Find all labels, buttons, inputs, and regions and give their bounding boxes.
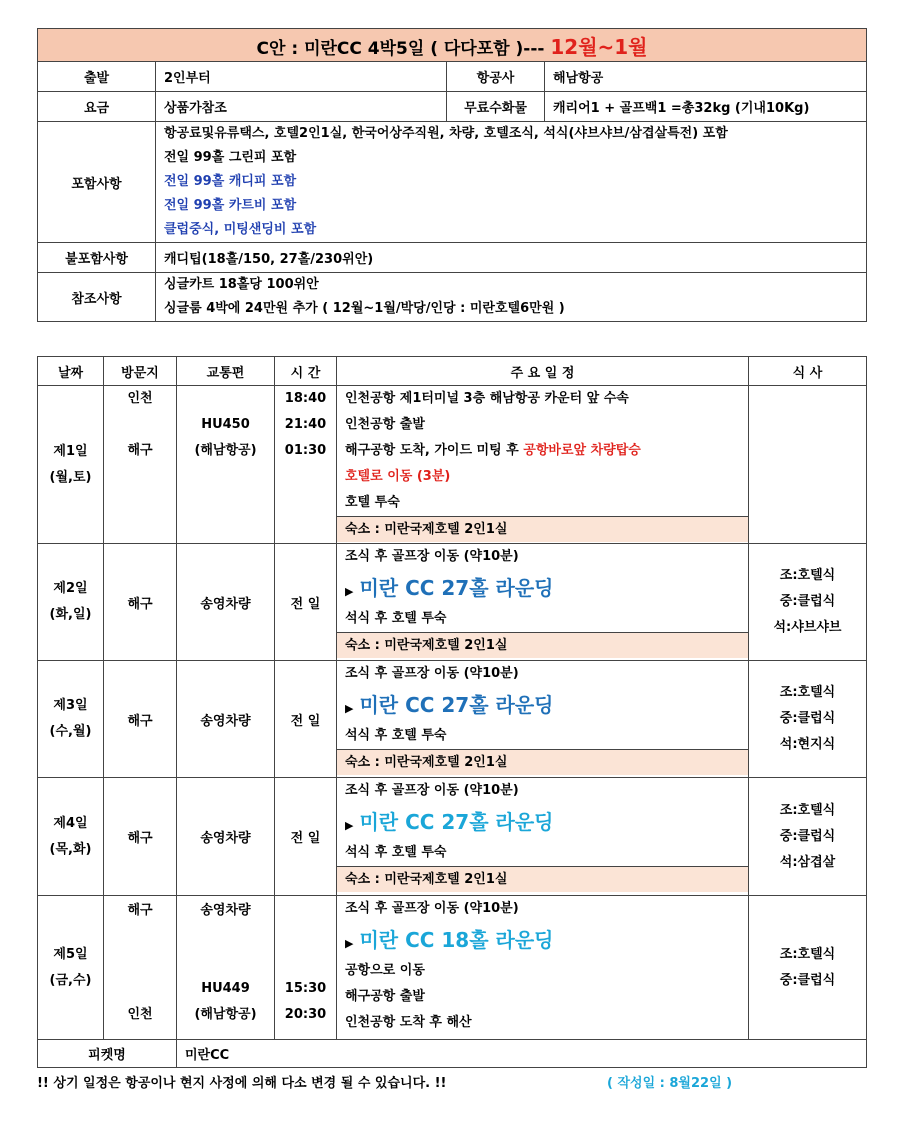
footer-note: !! 상기 일정은 항공이나 현지 사정에 의해 다소 변경 될 수 있습니다. !!	[37, 1076, 447, 1091]
play-arrow-icon: ▶	[345, 702, 354, 715]
lodging: 숙소 : 미란국제호텔 2인1실	[337, 866, 749, 892]
departure-label: 출발	[38, 62, 156, 92]
day-row	[38, 896, 867, 1040]
included-item: 전일 99홀 그린피 포함	[164, 150, 297, 165]
title-main: C안 : 미란CC 4박5일 ( 다다포함 )---	[256, 38, 551, 59]
page-title	[38, 29, 867, 62]
place-cell	[104, 896, 177, 1040]
reference-label: 참조사항	[38, 273, 156, 322]
round-text: 미란 CC 18홀 라운딩	[359, 928, 554, 952]
meal: 중:클럽식	[779, 972, 836, 988]
baggage-label: 무료수화물	[447, 92, 545, 122]
time: 전 일	[275, 778, 337, 896]
place: 인천	[127, 1007, 153, 1022]
time: 전 일	[275, 661, 337, 778]
round-text: 미란 CC 27홀 라운딩	[359, 576, 554, 600]
header-time: 시 간	[275, 357, 337, 386]
schedule-cell	[337, 778, 749, 896]
transport-cell	[177, 386, 275, 544]
excluded-label: 불포함사항	[38, 243, 156, 273]
schedule-cell	[337, 661, 749, 778]
transport: 송영차량	[177, 661, 275, 778]
time-cell	[275, 386, 337, 544]
meal: 조:호텔식	[779, 568, 836, 583]
time: 20:30	[284, 1007, 327, 1022]
schedule-highlight: 공항바로앞 차량탑승	[523, 443, 641, 458]
header-schedule: 주 요 일 정	[337, 357, 749, 386]
day-number: 제4일	[53, 815, 88, 831]
title-season: 12월~1월	[550, 34, 648, 59]
day-cell	[38, 386, 104, 544]
schedule-line: 석식 후 호텔 투숙	[345, 728, 447, 743]
schedule-line: 호텔 투숙	[345, 495, 400, 510]
place: 인천	[127, 391, 153, 406]
time: 15:30	[284, 981, 327, 996]
meal-cell	[749, 661, 867, 778]
day-row	[38, 386, 867, 544]
schedule-line: 해구공항 출발	[345, 989, 425, 1004]
lodging: 숙소 : 미란국제호텔 2인1실	[337, 516, 749, 542]
header-date: 날짜	[38, 357, 104, 386]
flight-number: HU449	[201, 981, 250, 996]
picket-row	[38, 1040, 867, 1068]
round-line	[337, 570, 748, 606]
reference-list	[156, 273, 867, 322]
airline: (해남항공)	[194, 1007, 257, 1022]
place: 해구	[104, 778, 177, 896]
airline-value: 해남항공	[545, 62, 867, 92]
reference-item: 싱글룸 4박에 24만원 추가 ( 12월~1월/박당/인당 : 미란호텔6만원 )	[164, 301, 565, 316]
play-arrow-icon: ▶	[345, 585, 354, 598]
day-cell	[38, 544, 104, 661]
fare-label: 요금	[38, 92, 156, 122]
place: 해구	[127, 443, 153, 458]
time: 18:40	[284, 391, 327, 406]
meal-cell	[749, 386, 867, 544]
meal: 조:호텔식	[779, 946, 836, 962]
day-weekday: (수,월)	[49, 724, 92, 739]
day-number: 제1일	[53, 443, 88, 459]
meal: 중:클럽식	[779, 828, 836, 844]
schedule-line: 인천공항 출발	[345, 417, 425, 432]
play-arrow-icon: ▶	[345, 819, 354, 832]
meal: 석:삼겹살	[779, 854, 836, 870]
created-date: ( 작성일 : 8월22일 )	[607, 1076, 733, 1091]
round-line	[337, 687, 748, 723]
schedule-line: 조식 후 골프장 이동 (약10분)	[345, 901, 519, 916]
schedule-cell	[337, 896, 749, 1040]
meal: 석:샤브샤브	[773, 620, 842, 635]
schedule-text: 해구공항 도착, 가이드 미팅 후	[345, 443, 524, 458]
day-row	[38, 544, 867, 661]
round-text: 미란 CC 27홀 라운딩	[359, 693, 554, 717]
included-label: 포함사항	[38, 122, 156, 243]
meal: 조:호텔식	[779, 802, 836, 818]
schedule-line: 공항으로 이동	[345, 963, 425, 978]
place-cell	[104, 386, 177, 544]
airline: (해남항공)	[194, 443, 257, 458]
schedule-line: 석식 후 호텔 투숙	[345, 845, 447, 860]
time: 전 일	[275, 544, 337, 661]
meal-cell	[749, 544, 867, 661]
schedule-line: 인천공항 도착 후 해산	[345, 1015, 472, 1030]
meal: 석:현지식	[779, 737, 836, 752]
fare-value: 상품가참조	[156, 92, 447, 122]
meal: 중:클럽식	[779, 594, 836, 609]
itinerary-table	[37, 356, 867, 1068]
day-number: 제5일	[53, 946, 88, 962]
departure-value: 2인부터	[156, 62, 447, 92]
time-cell	[275, 896, 337, 1040]
round-line	[337, 922, 748, 958]
day-cell	[38, 661, 104, 778]
time: 21:40	[284, 417, 327, 432]
included-item: 클럽중식, 미팅샌딩비 포함	[164, 222, 317, 237]
day-cell	[38, 778, 104, 896]
excluded-value: 캐디팁(18홀/150, 27홀/230위안)	[156, 243, 867, 273]
schedule-line: 인천공항 제1터미널 3층 해남항공 카운터 앞 수속	[345, 391, 629, 406]
flight-number: HU450	[201, 417, 250, 432]
transport-cell	[177, 896, 275, 1040]
included-item: 전일 99홀 캐디피 포함	[164, 174, 297, 189]
header-transport: 교통편	[177, 357, 275, 386]
header-meals: 식 사	[749, 357, 867, 386]
place: 해구	[127, 903, 153, 918]
header-place: 방문지	[104, 357, 177, 386]
play-arrow-icon: ▶	[345, 937, 354, 950]
day-weekday: (금,수)	[49, 972, 92, 988]
included-item: 항공료및유류택스, 호텔2인1실, 한국어상주직원, 차량, 호텔조식, 석식(샤브샤브/삼겹살특전) 포함	[164, 126, 728, 141]
meal-cell	[749, 896, 867, 1040]
schedule-line: 조식 후 골프장 이동 (약10분)	[345, 549, 519, 564]
transport: 송영차량	[177, 544, 275, 661]
schedule-cell	[337, 386, 749, 544]
transport: 송영차량	[177, 778, 275, 896]
schedule-line: 호텔로 이동 (3분)	[345, 469, 451, 484]
day-row	[38, 778, 867, 896]
summary-table	[37, 28, 867, 322]
transport: 송영차량	[200, 903, 251, 918]
time: 01:30	[284, 443, 327, 458]
lodging: 숙소 : 미란국제호텔 2인1실	[337, 749, 749, 775]
schedule-line: 조식 후 골프장 이동 (약10분)	[345, 783, 519, 798]
schedule-line: 조식 후 골프장 이동 (약10분)	[345, 666, 519, 681]
included-item: 전일 99홀 카트비 포함	[164, 198, 297, 213]
day-number: 제2일	[53, 581, 88, 596]
day-weekday: (목,화)	[49, 841, 92, 857]
day-weekday: (화,일)	[49, 607, 92, 622]
baggage-value: 캐리어1 + 골프백1 =총32kg (기내10Kg)	[545, 92, 867, 122]
picket-value: 미란CC	[177, 1040, 867, 1068]
meal: 중:클럽식	[779, 711, 836, 726]
day-row	[38, 661, 867, 778]
round-line	[337, 804, 748, 840]
day-number: 제3일	[53, 698, 88, 713]
place: 해구	[104, 661, 177, 778]
schedule-cell	[337, 544, 749, 661]
lodging: 숙소 : 미란국제호텔 2인1실	[337, 632, 749, 658]
reference-item: 싱글카트 18홀당 100위안	[164, 277, 319, 292]
picket-label: 피켓명	[38, 1040, 177, 1068]
schedule-line	[337, 438, 748, 464]
airline-label: 항공사	[447, 62, 545, 92]
round-text: 미란 CC 27홀 라운딩	[359, 810, 554, 834]
day-cell	[38, 896, 104, 1040]
day-weekday: (월,토)	[49, 469, 92, 485]
meal: 조:호텔식	[779, 685, 836, 700]
included-list	[156, 122, 867, 243]
place: 해구	[104, 544, 177, 661]
meal-cell	[749, 778, 867, 896]
schedule-line: 석식 후 호텔 투숙	[345, 611, 447, 626]
